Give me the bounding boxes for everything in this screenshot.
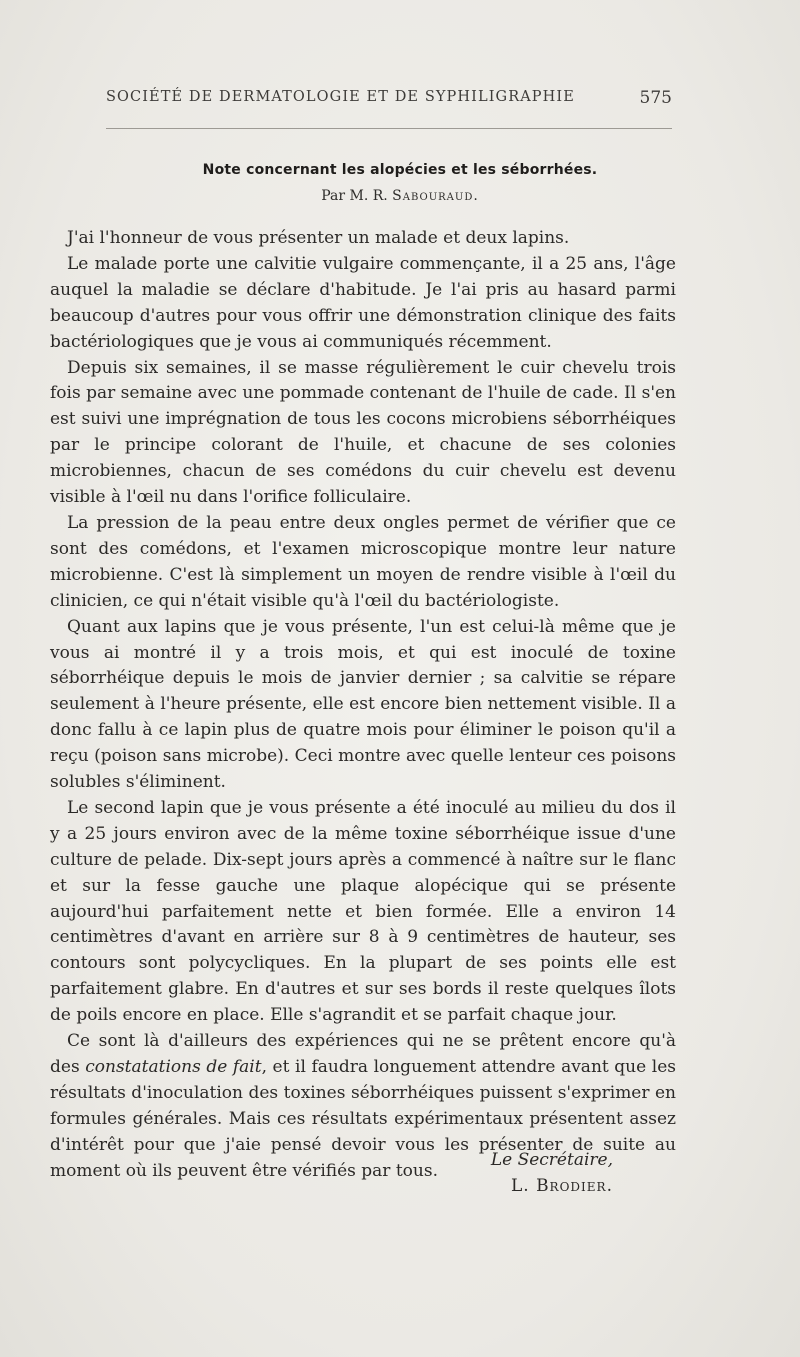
paragraph: Quant aux lapins que je vous présente, l'un est celui-là même que je vous ai montré il y a trois mois, et qui est inoculé de toxine séborrhéique depuis le mois de janvier dernier ; sa calvitie se répare seulement à l'heure présente, elle est encore bien nettement visible. Il a donc fallu à ce lapin plus de quatre mois pour éliminer le poison qu'il a reçu (poison sans microbe). Ceci montre avec quelle lenteur ces poisons solubles s'éliminent. [50,616,676,793]
signature-role: Le Secrétaire, [490,1150,613,1170]
running-title: SOCIÉTÉ DE DERMATOLOGIE ET DE SYPHILIGRAPHIE [106,89,575,105]
page-number: 575 [639,88,672,108]
article-body [50,226,676,1185]
header-rule [106,128,672,129]
byline [0,188,800,204]
paragraph: J'ai l'honneur de vous présenter un malade et deux lapins. [67,228,570,248]
signature-name: L. Brodier. [510,1176,613,1196]
byline-prefix: Par M. R. [321,188,388,204]
paragraph: Le second lapin que je vous présente a été inoculé au milieu du dos il y a 25 jours environ avec de la même toxine séborrhéique issue d'une culture de pelade. Dix-sept jours après a commencé à naître sur le flanc et sur la fesse gauche une plaque alopécique qui se présente aujourd'hui parfaitement nette et bien formée. Elle a environ 14 centimètres d'avant en arrière sur 8 à 9 centimètres de hauteur, ses contours sont polycycliques. En la plupart de ses points elle est parfaitement glabre. En d'autres et sur ses bords il reste quelques îlots de poils encore en place. Elle s'agrandit et se parfait chaque jour. [50,797,676,1026]
paragraph: Depuis six semaines, il se masse régulièrement le cuir chevelu trois fois par semaine avec une pommade contenant de l'huile de cade. Il s'en est suivi une imprégnation de tous les cocons microbiens séborrhéiques par le principe colorant de l'huile, et chacune de ses colonies microbiennes, chacun de ses comédons du cuir chevelu est devenu visible à l'œil nu dans l'orifice folliculaire. [50,357,676,508]
final-paragraph-start: Ce sont là d'ailleurs des expériences qui ne se prêtent encore qu'à des [50,1031,676,1077]
paragraph: La pression de la peau entre deux ongles permet de vérifier que ce sont des comédons, et l'examen microscopique montre leur nature microbienne. C'est là simplement un moyen de rendre visible à l'œil du clinicien, ce qui n'était visible qu'à l'œil du bactériologiste. [50,512,676,611]
running-header [106,89,672,113]
emphasis-text: constatations de fait [85,1057,262,1077]
final-paragraph-end: , et il faudra longuement attendre avant que les résultats d'inoculation des toxines séborrhéiques puissent s'exprimer en formules générales. Mais ces résultats expérimentaux présentent assez d'intérêt pour que j'aie pensé devoir vous les présenter de suite au moment où ils peuvent être vérifiés par tous. [50,1057,676,1181]
paragraph: Le malade porte une calvitie vulgaire commençante, il a 25 ans, l'âge auquel la maladie se déclare d'habitude. Je l'ai pris au hasard parmi beaucoup d'autres pour vous offrir une démonstration clinique des faits bactériologiques que je vous ai communiqués récemment. [50,253,676,352]
byline-author: Sabouraud. [392,188,479,204]
article-title: Note concernant les alopécies et les séborrhées. [202,162,598,178]
